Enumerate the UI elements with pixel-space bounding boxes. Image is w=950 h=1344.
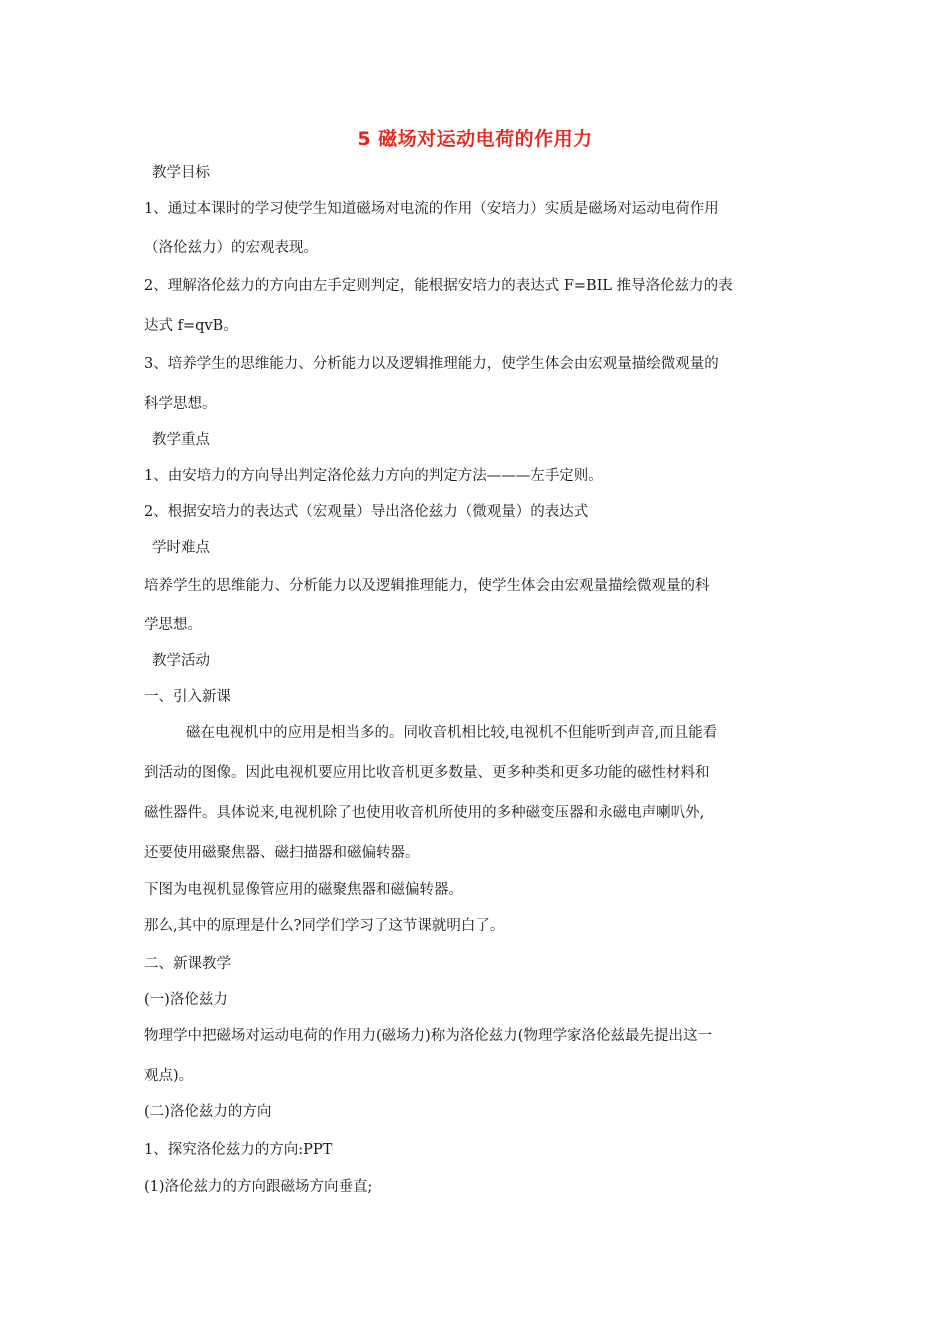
paragraph-line: 观点)。 [144,1068,194,1084]
section-heading-activities: 教学活动 [152,653,210,669]
section-heading-key-points: 教学重点 [152,432,210,448]
paragraph-line: 2、理解洛伦兹力的方向由左手定则判定，能根据安培力的表达式 F=BIL 推导洛伦兹力的表 [144,278,733,294]
subsection-heading: (二)洛伦兹力的方向 [144,1104,272,1120]
paragraph-line: 学思想。 [144,617,202,633]
paragraph-line: 1、通过本课时的学习使学生知道磁场对电流的作用（安培力）实质是磁场对运动电荷作用 [144,201,719,217]
paragraph-line: 1、探究洛伦兹力的方向:PPT [144,1142,333,1158]
document-title: 5 磁场对运动电荷的作用力 [357,128,593,150]
subsection-heading: 二、新课教学 [144,956,231,972]
section-heading-difficulties: 学时难点 [152,540,210,556]
subsection-heading: 一、引入新课 [144,689,231,705]
paragraph-line: 下图为电视机显像管应用的磁聚焦器和磁偏转器。 [144,882,463,898]
paragraph-line: 1、由安培力的方向导出判定洛伦兹力方向的判定方法———左手定则。 [144,468,603,484]
paragraph-line: 磁性器件。具体说来,电视机除了也使用收音机所使用的多种磁变压器和永磁电声喇叭外, [144,805,705,821]
paragraph-line: 到活动的图像。因此电视机要应用比收音机更多数量、更多种类和更多功能的磁性材料和 [144,765,710,781]
paragraph-line: 那么,其中的原理是什么?同学们学习了这节课就明白了。 [144,918,505,934]
paragraph-line: (1)洛伦兹力的方向跟磁场方向垂直; [144,1179,373,1195]
paragraph-line: 还要使用磁聚焦器、磁扫描器和磁偏转器。 [144,845,420,861]
section-heading-objectives: 教学目标 [152,165,210,181]
paragraph-line: 达式 f=qvB。 [144,318,238,334]
paragraph-line: 磁在电视机中的应用是相当多的。同收音机相比较,电视机不但能听到声音,而且能看 [186,725,718,741]
paragraph-line: 物理学中把磁场对运动电荷的作用力(磁场力)称为洛伦兹力(物理学家洛伦兹最先提出这一 [144,1028,712,1044]
paragraph-line: 2、根据安培力的表达式（宏观量）导出洛伦兹力（微观量）的表达式 [144,504,589,520]
paragraph-line: 3、培养学生的思维能力、分析能力以及逻辑推理能力，使学生体会由宏观量描绘微观量的 [144,356,719,372]
paragraph-line: 科学思想。 [144,396,217,412]
subsection-heading: (一)洛伦兹力 [144,992,228,1008]
paragraph-line: 培养学生的思维能力、分析能力以及逻辑推理能力，使学生体会由宏观量描绘微观量的科 [144,578,710,594]
paragraph-line: （洛伦兹力）的宏观表现。 [144,240,318,256]
